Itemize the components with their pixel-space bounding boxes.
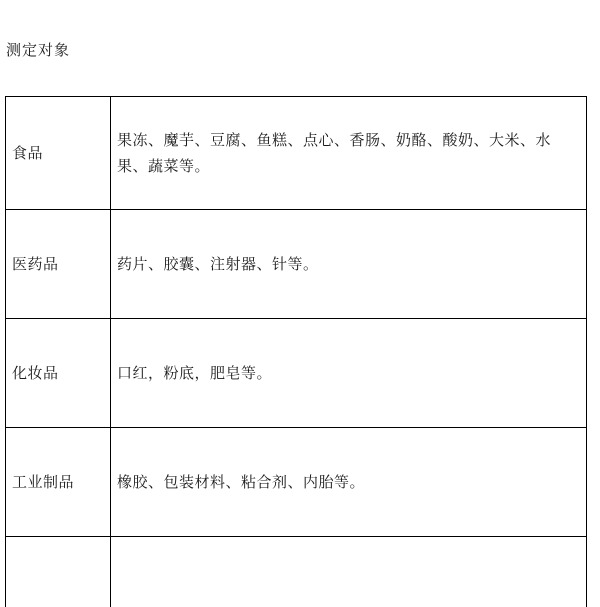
row-content-blank: [111, 537, 587, 607]
table-row: [6, 537, 587, 607]
row-content-food: 果冻、魔芋、豆腐、鱼糕、点心、香肠、奶酪、酸奶、大米、水果、蔬菜等。: [111, 97, 587, 210]
table-row: [6, 210, 587, 319]
row-content-industrial: 橡胶、包装材料、粘合剂、内胎等。: [111, 428, 587, 537]
row-label-pharmaceutical: 医药品: [6, 210, 111, 319]
row-label-blank: [6, 537, 111, 607]
row-content-pharmaceutical: 药片、胶囊、注射器、针等。: [111, 210, 587, 319]
measurement-objects-table: [5, 96, 587, 607]
row-label-cosmetics: 化妆品: [6, 319, 111, 428]
table-row: [6, 97, 587, 210]
row-label-food: 食品: [6, 97, 111, 210]
row-label-industrial: 工业制品: [6, 428, 111, 537]
table-row: [6, 428, 587, 537]
table-row: [6, 319, 587, 428]
page-title: 测定对象: [6, 40, 70, 60]
row-content-cosmetics: 口红，粉底，肥皂等。: [111, 319, 587, 428]
